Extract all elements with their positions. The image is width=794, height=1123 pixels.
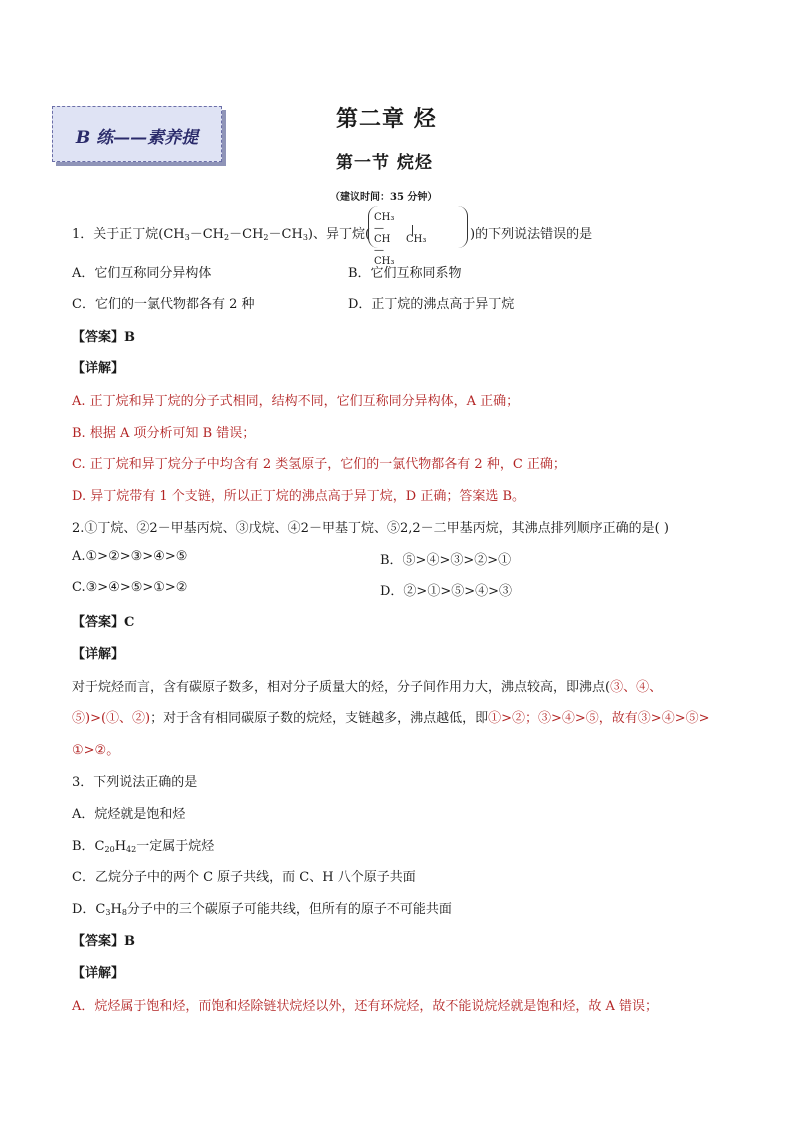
q2-option-a: A.①>②>③>④>⑤ (72, 549, 188, 564)
q2-stem: 2.①丁烷、②2－甲基丙烷、③戊烷、④2－甲基丁烷、⑤2,2－二甲基丙烷，其沸点排列顺序正确的是( ) (72, 521, 669, 536)
q3-stem: 3．下列说法正确的是 (72, 775, 198, 790)
q3-option-c: C．乙烷分子中的两个 C 原子共线，而 C、H 八个原子共面 (72, 870, 416, 885)
section-title: 第一节 烷烃 (336, 153, 433, 173)
q1-option-a: A．它们互称同分异构体 (72, 266, 212, 281)
chapter-title: 第二章 烃 (336, 106, 437, 132)
q2-explanation-line2: ⑤)>(①、②)；对于含有相同碳原子数的烷烃，支链越多，沸点越低，即①>②；③>④>⑤，故有③>④>⑤> (72, 711, 710, 726)
q2-explanation-line3: ①>②。 (72, 743, 120, 758)
q1-explanation-d: D. 异丁烷带有 1 个支链，所以正丁烷的沸点高于异丁烷，D 正确；答案选 B。 (72, 489, 526, 504)
suggested-time: （建议时间：35 分钟） (330, 192, 438, 203)
q2-explanation-line1: 对于烷烃而言，含有碳原子数多，相对分子质量大的烃，分子间作用力大，沸点较高，即沸点(③、④、 (72, 680, 663, 695)
section-badge (52, 106, 222, 162)
q2-answer: 【答案】C (72, 615, 135, 630)
q3-option-d: D．$C_3H_8$分子中的三个碳原子可能共线，但所有的原子不可能共面 (72, 902, 452, 917)
q3-option-b: B．$C_{20}H_{42}$一定属于烷烃 (72, 839, 215, 854)
q3-detail-heading: 【详解】 (72, 966, 125, 981)
q1-stem: 1．关于正丁烷$(CH_3-CH_2-CH_2-CH_3)$、异丁烷( (72, 227, 371, 242)
q3-answer: 【答案】B (72, 934, 135, 949)
q1-option-b: B．它们互称同系物 (348, 266, 462, 281)
q3-option-a: A．烷烃就是饱和烃 (72, 807, 186, 822)
q3-explanation-a: A．烷烃属于饱和烃，而饱和烃除链状烷烃以外，还有环烷烃，故不能说烷烃就是饱和烃，故 A 错误； (72, 999, 659, 1014)
q1-answer: 【答案】B (72, 330, 135, 345)
q1-option-d: D．正丁烷的沸点高于异丁烷 (348, 297, 515, 312)
q1-option-c: C．它们的一氯代物都各有 2 种 (72, 297, 255, 312)
q1-stem-end: )的下列说法错误的是 (470, 227, 593, 242)
q2-option-c: C.③>④>⑤>①>② (72, 580, 188, 595)
q1-detail-heading: 【详解】 (72, 361, 125, 376)
q2-detail-heading: 【详解】 (72, 647, 125, 662)
badge-text: B 练——素养提 (75, 128, 199, 148)
q2-option-d: D．②>①>⑤>④>③ (380, 584, 512, 599)
q1-explanation-a: A. 正丁烷和异丁烷的分子式相同，结构不同，它们互称同分异构体，A 正确； (72, 394, 520, 409)
q1-explanation-b: B. 根据 A 项分析可知 B 错误； (72, 426, 256, 441)
q1-explanation-c: C. 正丁烷和异丁烷分子中均含有 2 类氢原子，它们的一氯代物都各有 2 种，C 正确； (72, 457, 566, 472)
q2-option-b: B．⑤>④>③>②>① (380, 553, 512, 568)
